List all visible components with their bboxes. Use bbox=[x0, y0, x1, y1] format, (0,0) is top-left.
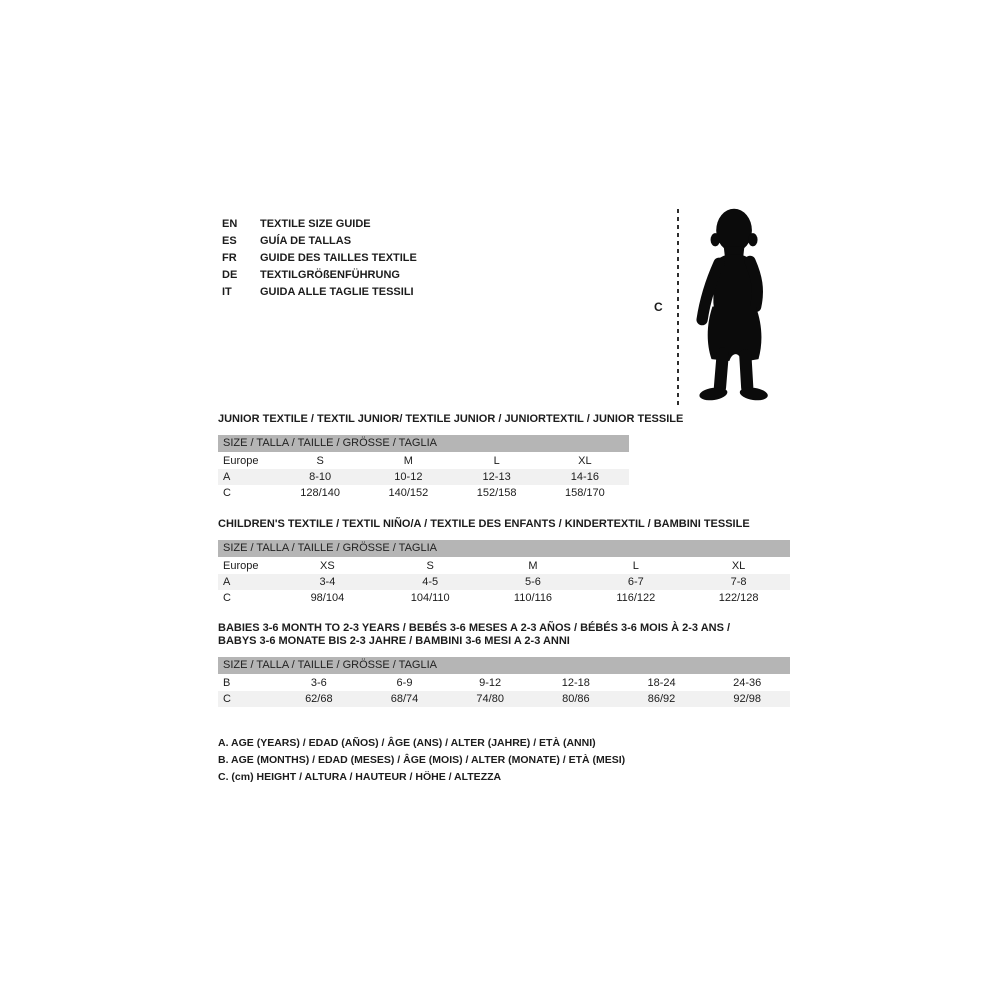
row-label: B bbox=[223, 677, 231, 689]
table-row bbox=[218, 558, 790, 574]
babies-textile-table bbox=[218, 622, 790, 707]
language-code: DE bbox=[222, 269, 238, 281]
language-label: TEXTILGRÖßENFÜHRUNG bbox=[260, 269, 400, 281]
table-cell: XL bbox=[578, 455, 592, 467]
language-label: TEXTILE SIZE GUIDE bbox=[260, 218, 371, 230]
table-cell: 7-8 bbox=[730, 576, 747, 588]
table-cell: 128/140 bbox=[300, 487, 340, 499]
table-row bbox=[218, 485, 629, 501]
table-row bbox=[218, 453, 629, 469]
table-cell: 116/122 bbox=[616, 592, 656, 604]
row-label: A bbox=[223, 471, 231, 483]
table-cell: 122/128 bbox=[718, 592, 759, 604]
row-label: C bbox=[223, 693, 231, 705]
table-cell: 86/92 bbox=[647, 693, 676, 705]
table-cell: 3-6 bbox=[310, 677, 327, 689]
table-cell: 152/158 bbox=[476, 487, 517, 499]
language-code: EN bbox=[222, 218, 238, 230]
table-body bbox=[218, 558, 790, 606]
language-code: IT bbox=[222, 286, 232, 298]
table-cell: L bbox=[632, 560, 639, 572]
table-title: BABIES 3-6 MONTH TO 2-3 YEARS / BEBÉS 3-6 MESES A 2-3 AÑOS / BÉBÉS 3-6 MOIS À 2-3 ANS / bbox=[218, 622, 731, 634]
size-header-bar: SIZE / TALLA / TAILLE / GRÖSSE / TAGLIA bbox=[218, 435, 629, 452]
table-cell: S bbox=[426, 560, 434, 572]
childrens-textile-table bbox=[218, 518, 790, 606]
height-dashed-line bbox=[677, 209, 679, 405]
table-cell: M bbox=[403, 455, 413, 467]
table-row bbox=[218, 469, 629, 485]
language-row bbox=[222, 284, 417, 301]
row-label: C bbox=[223, 592, 231, 604]
table-row bbox=[218, 590, 790, 606]
table-cell: 4-5 bbox=[422, 576, 439, 588]
language-row bbox=[222, 267, 417, 284]
table-cell: 6-7 bbox=[627, 576, 644, 588]
table-cell: 9-12 bbox=[479, 677, 502, 689]
table-cell: 80/86 bbox=[562, 693, 590, 705]
language-code: FR bbox=[222, 252, 237, 264]
table-cell: 12-18 bbox=[561, 677, 590, 689]
row-label: Europe bbox=[223, 455, 259, 467]
table-cell: 14-16 bbox=[570, 471, 599, 483]
table-body bbox=[218, 675, 790, 707]
language-label: GUIDE DES TAILLES TEXTILE bbox=[260, 252, 417, 264]
table-title: JUNIOR TEXTILE / TEXTIL JUNIOR/ TEXTILE JUNIOR / JUNIORTEXTIL / JUNIOR TESSILE bbox=[218, 413, 684, 425]
table-cell: 5-6 bbox=[525, 576, 541, 588]
table-cell: 110/116 bbox=[513, 592, 553, 604]
row-label: C bbox=[223, 487, 231, 499]
table-cell: XL bbox=[731, 560, 746, 572]
table-row bbox=[218, 574, 790, 590]
table-cell: 140/152 bbox=[388, 487, 429, 499]
table-row bbox=[218, 675, 790, 691]
legend-line-a: A. AGE (YEARS) / EDAD (AÑOS) / ÂGE (ANS) / ALTER (JAHRE) / ETÀ (ANNI) bbox=[218, 737, 596, 749]
table-cell: 68/74 bbox=[390, 693, 419, 705]
table-cell: 12-13 bbox=[482, 471, 511, 483]
table-row bbox=[218, 691, 790, 707]
table-body bbox=[218, 453, 629, 501]
figure-block bbox=[650, 200, 790, 415]
legend bbox=[218, 735, 625, 786]
junior-textile-table bbox=[218, 413, 684, 501]
height-marker-label: C bbox=[654, 300, 663, 314]
legend-line-c: C. (cm) HEIGHT / ALTURA / HAUTEUR / HÖHE / ALTEZZA bbox=[218, 771, 502, 783]
table-cell: 18-24 bbox=[647, 677, 676, 689]
table-cell: 8-10 bbox=[309, 471, 332, 483]
table-title: CHILDREN'S TEXTILE / TEXTIL NIÑO/A / TEXTILE DES ENFANTS / KINDERTEXTIL / BAMBINI TESSILE bbox=[218, 518, 750, 530]
table-cell: 158/170 bbox=[564, 487, 605, 499]
table-cell: 10-12 bbox=[394, 471, 423, 483]
size-header-bar: SIZE / TALLA / TAILLE / GRÖSSE / TAGLIA bbox=[218, 657, 790, 674]
row-label: A bbox=[223, 576, 231, 588]
table-cell: S bbox=[316, 455, 324, 467]
table-cell: 92/98 bbox=[733, 693, 761, 705]
table-cell: 74/80 bbox=[476, 693, 504, 705]
language-row bbox=[222, 233, 417, 250]
table-cell: M bbox=[528, 560, 538, 572]
table-cell: 104/110 bbox=[410, 592, 450, 604]
table-cell: 6-9 bbox=[396, 677, 413, 689]
table-cell: 24-36 bbox=[733, 677, 762, 689]
language-label: GUÍA DE TALLAS bbox=[260, 235, 352, 247]
language-row bbox=[222, 216, 417, 233]
table-cell: XS bbox=[320, 560, 335, 572]
language-code: ES bbox=[222, 235, 237, 247]
legend-line-b: B. AGE (MONTHS) / EDAD (MESES) / ÂGE (MOIS) / ALTER (MONATE) / ETÀ (MESI) bbox=[218, 754, 626, 766]
toddler-silhouette-icon bbox=[688, 203, 782, 410]
language-guide bbox=[222, 216, 417, 301]
table-title-line2: BABYS 3-6 MONATE BIS 2-3 JAHRE / BAMBINI 3-6 MESI A 2-3 ANNI bbox=[218, 635, 570, 647]
row-label: Europe bbox=[223, 560, 259, 572]
language-label: GUIDA ALLE TAGLIE TESSILI bbox=[260, 286, 414, 298]
table-cell: 98/104 bbox=[310, 592, 345, 604]
size-header-bar: SIZE / TALLA / TAILLE / GRÖSSE / TAGLIA bbox=[218, 540, 790, 557]
table-cell: 3-4 bbox=[319, 576, 336, 588]
table-cell: 62/68 bbox=[305, 693, 333, 705]
language-row bbox=[222, 250, 417, 267]
table-cell: L bbox=[493, 455, 500, 467]
